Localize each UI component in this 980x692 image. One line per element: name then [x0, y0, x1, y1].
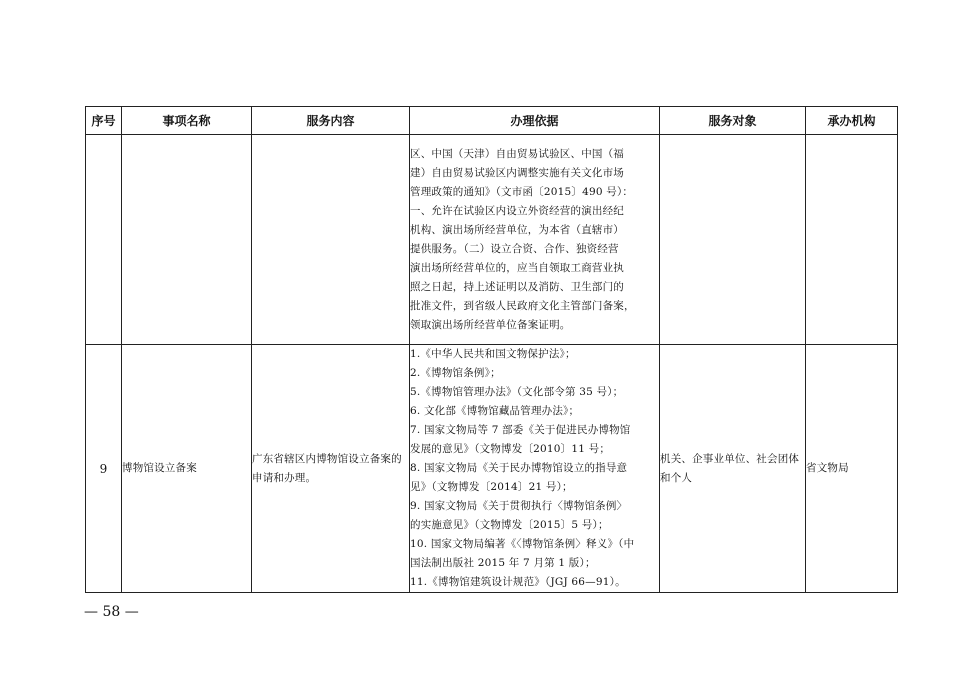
header-basis: 办理依据: [410, 107, 660, 135]
row-item-name: [122, 135, 252, 345]
row-basis: [410, 345, 660, 593]
basis-line: 10. 国家文物局编著《〈博物馆条例〉释义》（中: [410, 538, 635, 550]
basis-line: 机构、演出场所经营单位，为本省（直辖市）: [410, 223, 624, 236]
basis-line: 建）自由贸易试验区内调整实施有关文化市场: [410, 166, 624, 179]
header-item-name: 事项名称: [122, 107, 252, 135]
basis-line: 领取演出场所经营单位备案证明。: [410, 318, 571, 331]
table-row: [86, 135, 898, 345]
basis-line: 7. 国家文物局等 7 部委《关于促进民办博物馆: [410, 424, 631, 436]
basis-line: 8. 国家文物局《关于民办博物馆设立的指导意: [410, 462, 628, 474]
basis-line: 11.《博物馆建筑设计规范》（JGJ 66—91）。: [410, 576, 626, 588]
basis-line: 发展的意见》（文物博发〔2010〕11 号；: [410, 443, 611, 455]
row-agency: 省文物局: [806, 345, 898, 593]
basis-line: 9. 国家文物局《关于贯彻执行〈博物馆条例〉: [410, 500, 628, 512]
row-index: [86, 135, 122, 345]
basis-line: 区、中国（天津）自由贸易试验区、中国（福: [410, 147, 624, 160]
basis-line: 一、允许在试验区内设立外资经营的演出经纪: [410, 204, 624, 217]
row-item-name: 博物馆设立备案: [122, 345, 252, 593]
basis-line: 照之日起，持上述证明以及消防、卫生部门的: [410, 280, 624, 293]
basis-line: 1.《中华人民共和国文物保护法》；: [410, 348, 576, 360]
row-service-target: 机关、企事业单位、社会团体和个人: [660, 345, 806, 593]
page-number: — 58 —: [84, 604, 139, 620]
basis-line: 管理政策的通知》（文市函〔2015〕490 号）：: [410, 185, 634, 198]
basis-line: 国法制出版社 2015 年 7 月第 1 版）；: [410, 557, 596, 569]
basis-line: 的实施意见》（文物博发〔2015〕5 号）；: [410, 519, 609, 531]
basis-line: 5.《博物馆管理办法》（文化部令第 35 号）；: [410, 386, 624, 398]
table-header-row: [86, 107, 898, 135]
basis-line: 2.《博物馆条例》；: [410, 367, 501, 379]
basis-line: 6. 文化部《博物馆藏品管理办法》；: [410, 405, 580, 417]
basis-line: 批准文件，到省级人民政府文化主管部门备案，: [410, 299, 635, 312]
header-index: 序号: [86, 107, 122, 135]
row-index: 9: [86, 345, 122, 593]
header-service-content: 服务内容: [252, 107, 410, 135]
row-agency: [806, 135, 898, 345]
basis-line: 见》（文物博发〔2014〕21 号）；: [410, 481, 573, 493]
row-basis: [410, 135, 660, 345]
table-row: [86, 345, 898, 593]
basis-line: 演出场所经营单位的，应当自领取工商营业执: [410, 261, 624, 274]
row-service-target: [660, 135, 806, 345]
service-items-table: [85, 106, 898, 593]
row-service-content: 广东省辖区内博物馆设立备案的申请和办理。: [252, 345, 410, 593]
header-agency: 承办机构: [806, 107, 898, 135]
basis-line: 提供服务。（二）设立合资、合作、独资经营: [410, 242, 619, 255]
header-service-target: 服务对象: [660, 107, 806, 135]
row-service-content: [252, 135, 410, 345]
